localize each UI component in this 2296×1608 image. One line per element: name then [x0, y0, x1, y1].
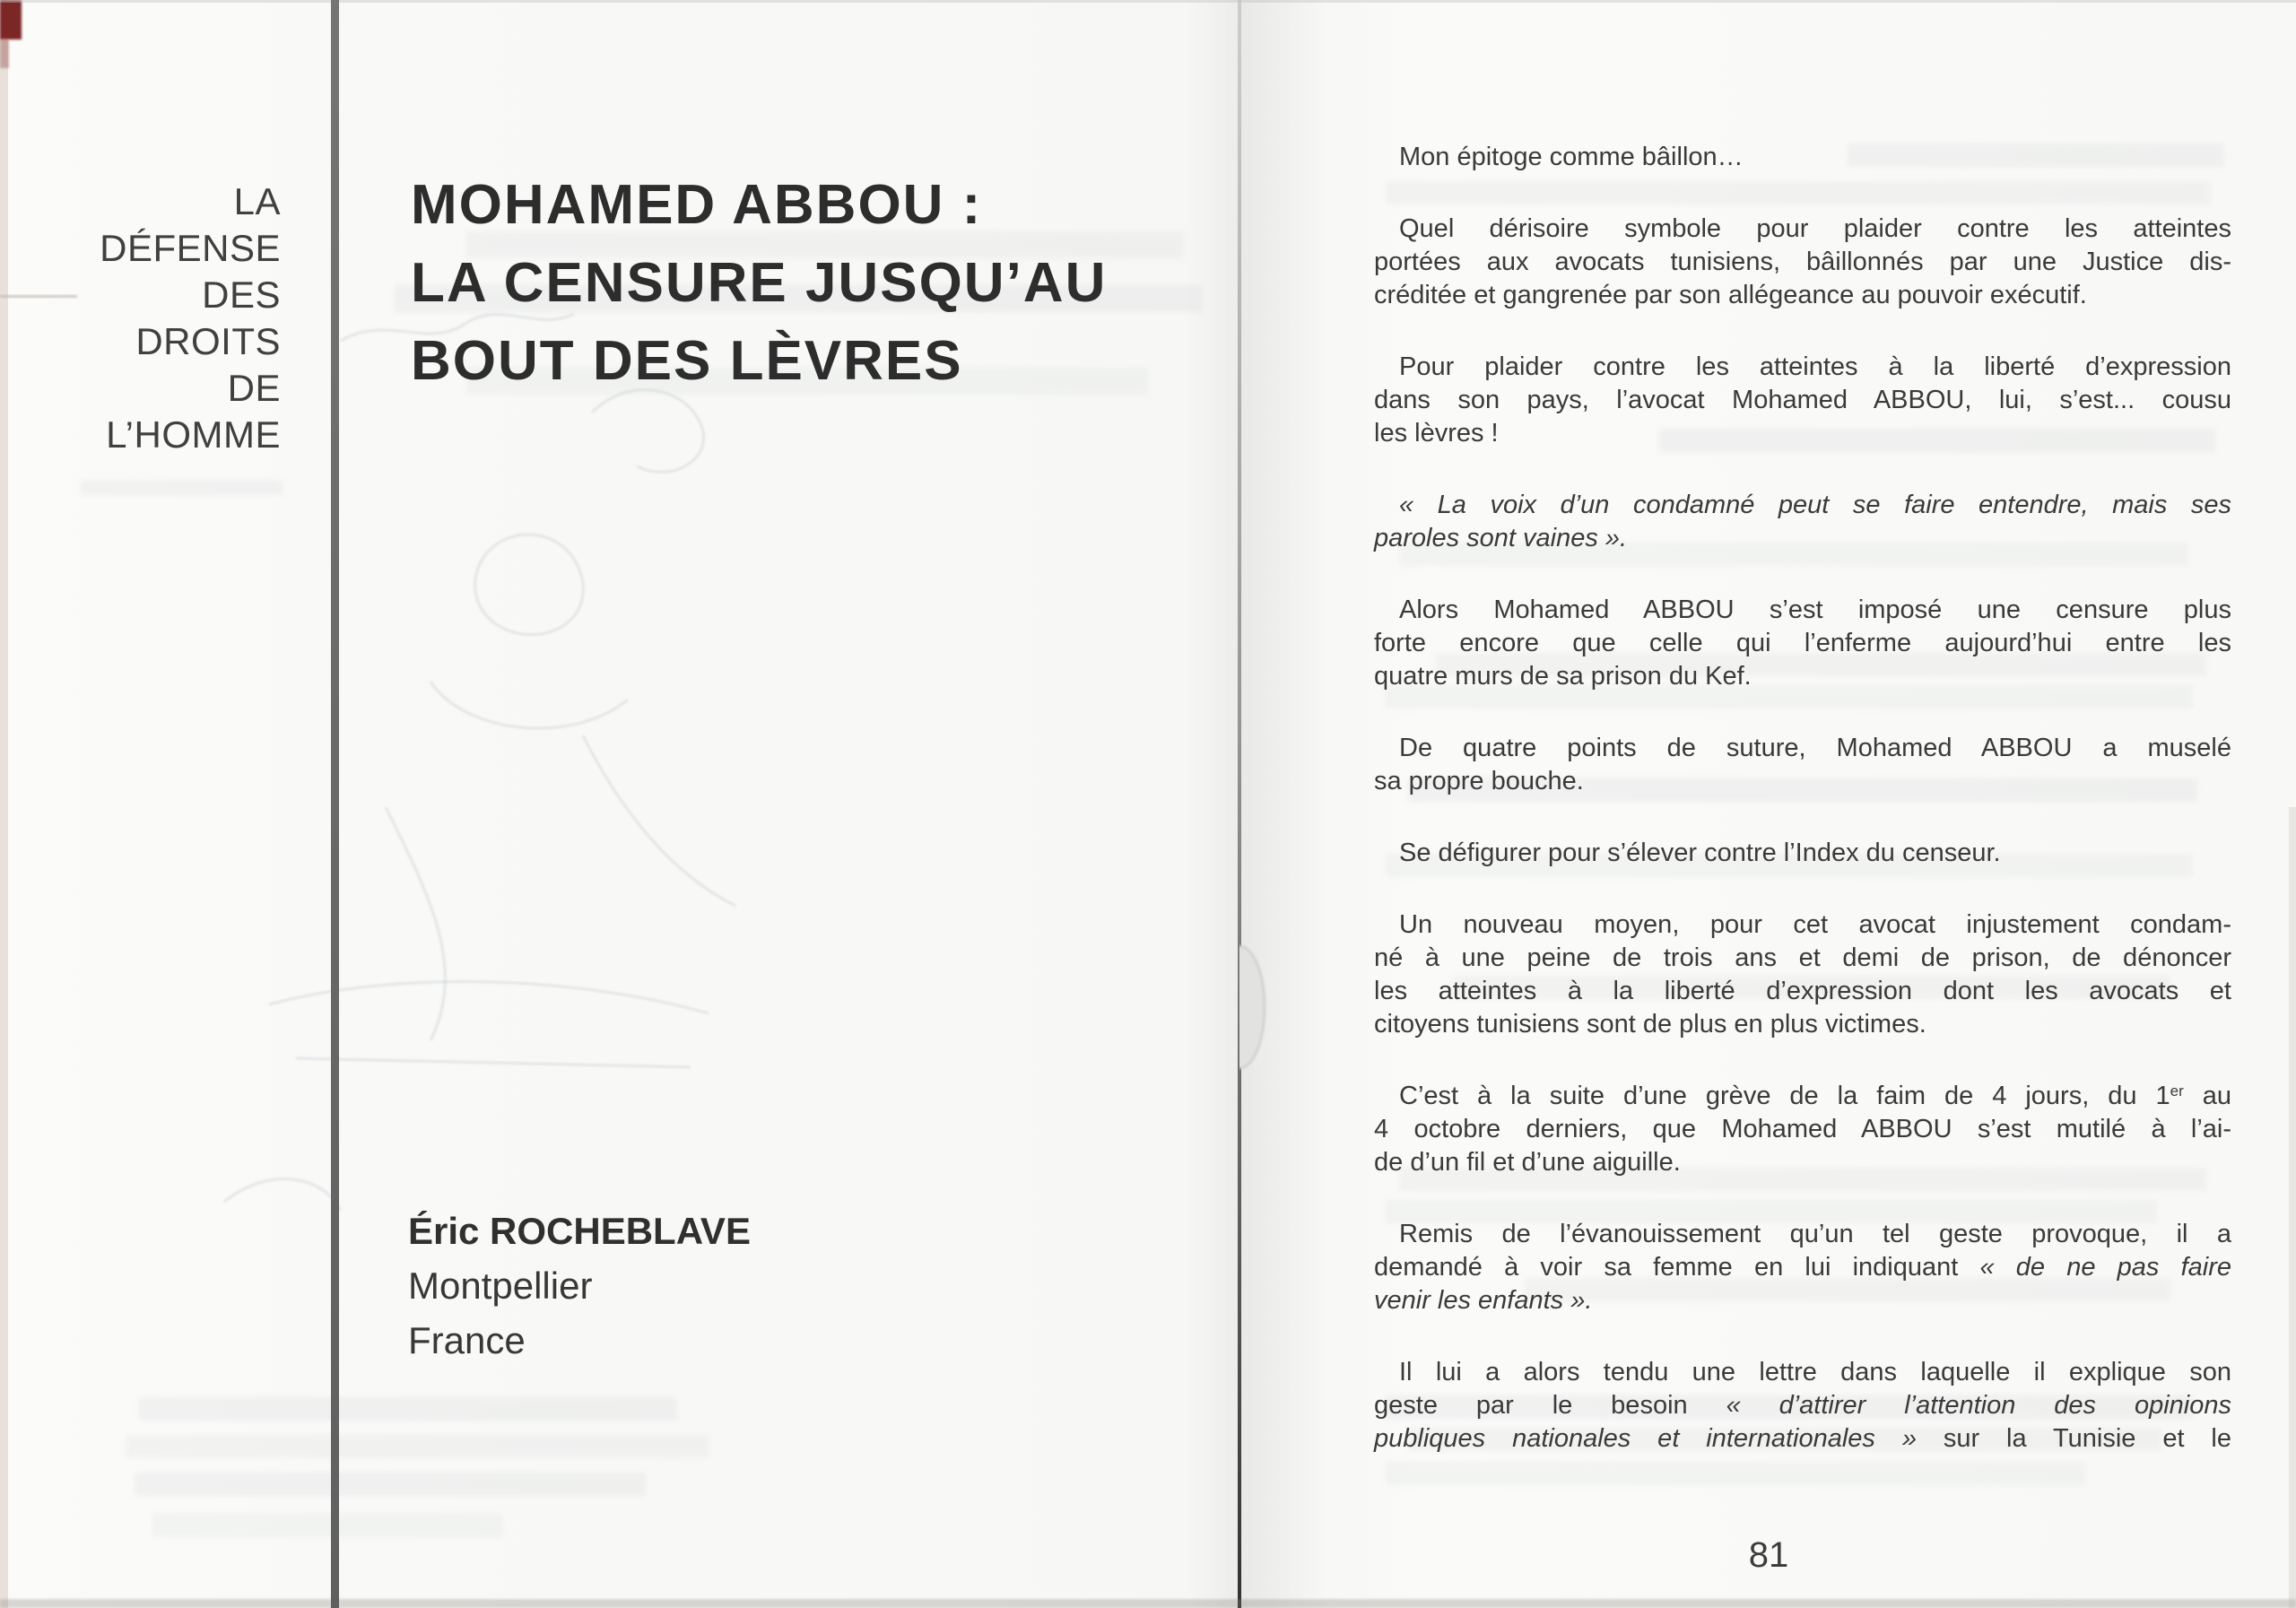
- text-line: Alors Mohamed ABBOU s’est imposé une censure plus: [1399, 595, 2231, 624]
- text-line: demandé à voir sa femme en lui indiquant « de ne pas faire: [1374, 1253, 2231, 1282]
- text-line: Quel dérisoire symbole pour plaider contre les atteintes: [1399, 214, 2231, 243]
- text-line: citoyens tunisiens sont de plus en plus victimes.: [1374, 1010, 1926, 1039]
- text-line: Mon épitoge comme bâillon…: [1399, 143, 1744, 171]
- text-line: créditée et gangrenée par son allégeance au pouvoir exécutif.: [1374, 281, 2087, 309]
- caption-line: L’HOMME: [106, 413, 281, 456]
- title-line: BOUT DES LÈVRES: [411, 330, 963, 392]
- text-line: « La voix d’un condamné peut se faire entendre, mais ses: [1399, 491, 2231, 519]
- paragraph: [1374, 489, 2231, 555]
- top-edge-line: [0, 0, 2296, 3]
- text-line: C’est à la suite d’une grève de la faim de 4 jours, du 1er au: [1399, 1082, 2231, 1110]
- bottom-edge-band: [0, 1599, 2296, 1608]
- paragraph: [1374, 141, 2231, 174]
- paragraph: [1374, 908, 2231, 1041]
- page-number: 81: [1748, 1535, 1789, 1575]
- paragraph: [1374, 1218, 2231, 1317]
- caption-line: DES: [202, 274, 281, 316]
- text-line: né à une peine de trois ans et demi de prison, de dénoncer: [1374, 943, 2231, 972]
- text-line: Pour plaider contre les atteintes à la liberté d’expression: [1399, 352, 2231, 381]
- text-line: Remis de l’évanouissement qu’un tel geste provoque, il a: [1399, 1220, 2231, 1248]
- caption-line: LA: [233, 180, 281, 222]
- paragraph: [1374, 1356, 2231, 1456]
- article-body: [1374, 141, 2231, 1494]
- paragraph: [1374, 732, 2231, 798]
- author-name: Éric ROCHEBLAVE: [408, 1210, 751, 1252]
- caption-line: DROITS: [135, 320, 281, 362]
- text-line: Un nouveau moyen, pour cet avocat injustement condam-: [1399, 910, 2231, 939]
- text-line: de d’un fil et d’une aiguille.: [1374, 1148, 1681, 1177]
- caption-line: DÉFENSE: [100, 227, 281, 269]
- title-line: MOHAMED ABBOU :: [411, 174, 983, 236]
- paragraph: [1374, 213, 2231, 312]
- author-block: [408, 1204, 1036, 1368]
- right-edge-band: [2289, 807, 2296, 1608]
- caption-line: DE: [227, 367, 281, 409]
- author-city: Montpellier: [408, 1265, 593, 1307]
- paragraph: [1374, 351, 2231, 450]
- text-line: paroles sont vaines ».: [1374, 524, 1628, 552]
- text-line: De quatre points de suture, Mohamed ABBOU a muselé: [1399, 734, 2231, 762]
- text-line: les lèvres !: [1374, 419, 1499, 448]
- corner-red-mark: [0, 0, 22, 39]
- author-country: France: [408, 1319, 526, 1361]
- section-caption: [0, 178, 281, 458]
- text-line: dans son pays, l’avocat Mohamed ABBOU, lui, s’est... cousu: [1374, 386, 2231, 414]
- paragraph: [1374, 837, 2231, 870]
- corner-red-smudge: [0, 39, 9, 68]
- text-line: 4 octobre derniers, que Mohamed ABBOU s’est mutilé à l’ai-: [1374, 1115, 2231, 1143]
- text-line: geste par le besoin « d’attirer l’attention des opinions: [1374, 1391, 2231, 1420]
- text-line: quatre murs de sa prison du Kef.: [1374, 662, 1752, 691]
- paragraph: [1374, 1080, 2231, 1179]
- paragraph: [1374, 594, 2231, 693]
- section-divider-rule: [331, 0, 339, 1608]
- text-line: les atteintes à la liberté d’expression dont les avocats et: [1374, 977, 2231, 1005]
- article-title: [411, 166, 1272, 400]
- text-line: sa propre bouche.: [1374, 767, 1584, 795]
- title-line: LA CENSURE JUSQU’AU: [411, 252, 1108, 314]
- sketch-bleed-through: [224, 314, 735, 1211]
- text-line: portées aux avocats tunisiens, bâillonnés par une Justice dis-: [1374, 248, 2231, 276]
- gutter-disc-shadow: [1214, 946, 1265, 1068]
- text-line: publiques nationales et internationales » sur la Tunisie et le: [1374, 1424, 2231, 1453]
- text-line: forte encore que celle qui l’enferme aujourd’hui entre les: [1374, 629, 2231, 657]
- text-line: venir les enfants ».: [1374, 1286, 1593, 1315]
- text-line: Se défigurer pour s’élever contre l’Index du censeur.: [1399, 839, 2001, 867]
- text-line: Il lui a alors tendu une lettre dans laquelle il explique son: [1399, 1358, 2231, 1386]
